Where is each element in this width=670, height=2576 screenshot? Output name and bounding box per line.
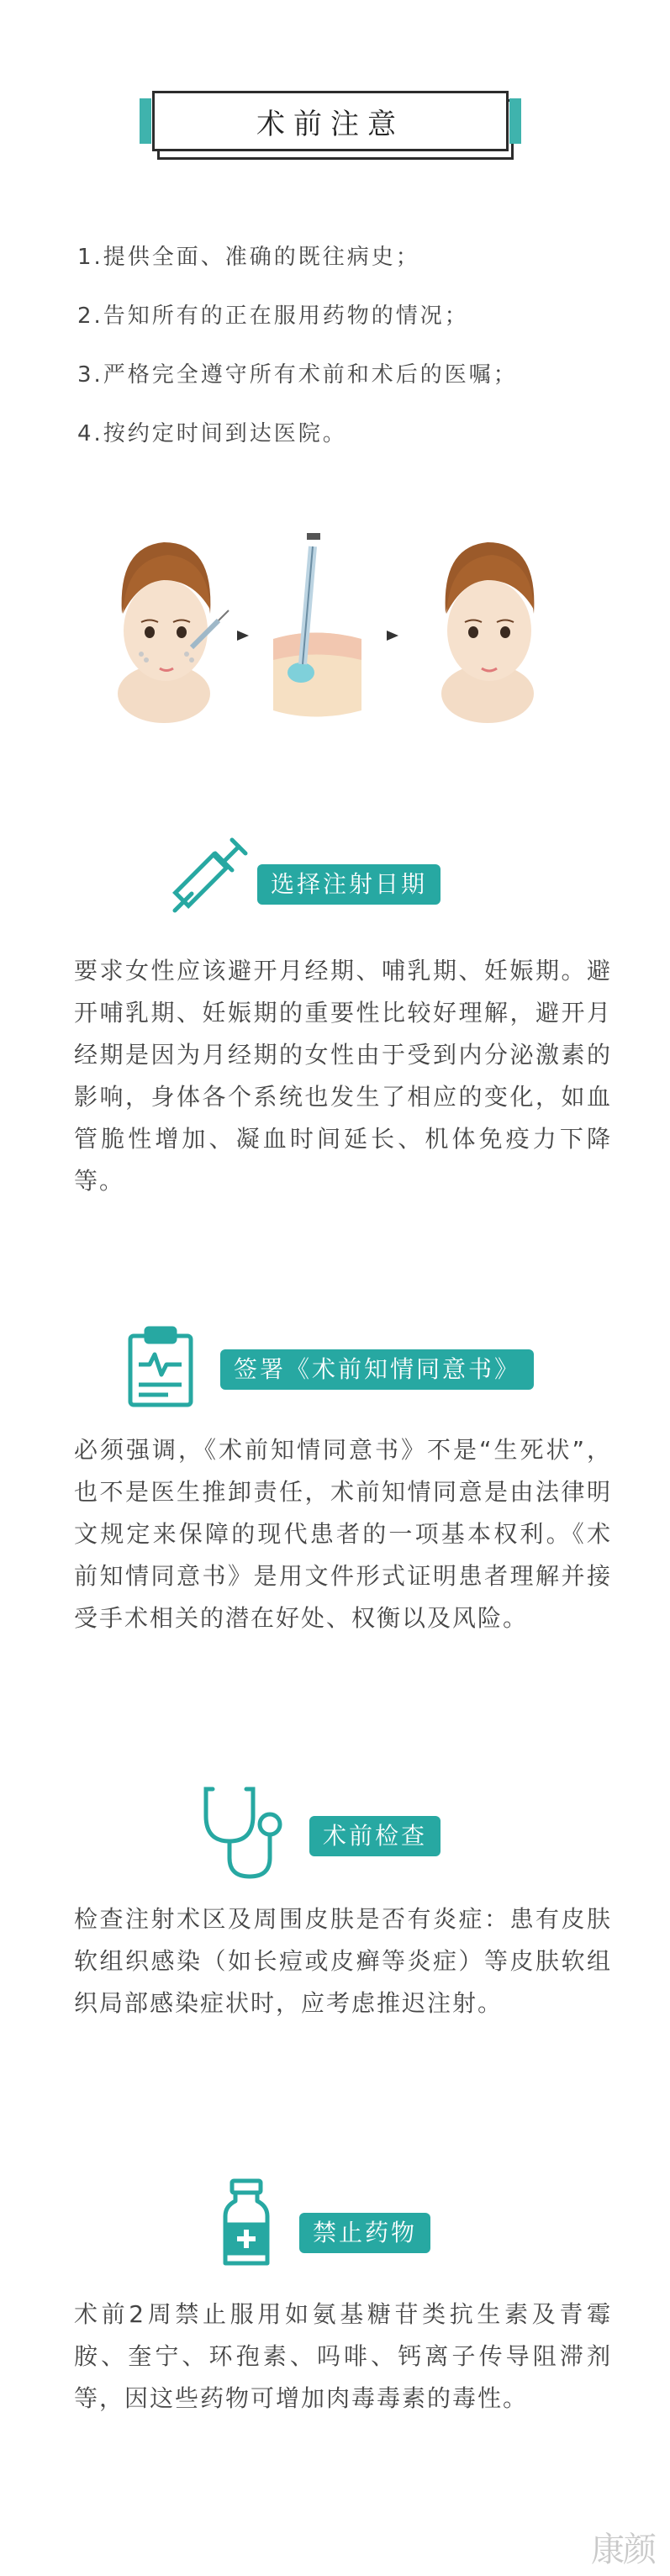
arrow-icon — [237, 631, 249, 641]
injection-illustration — [92, 521, 588, 740]
section-heading-injection-date: 选择注射日期 — [257, 864, 441, 905]
syringe-icon — [168, 828, 249, 917]
section-heading-consent-form: 签署《术前知情同意书》 — [220, 1349, 534, 1390]
medicine-bottle-icon — [220, 2177, 272, 2268]
note-item-4: 4.按约定时间到达医院。 — [77, 421, 347, 446]
skin-layer-illustration — [273, 533, 361, 717]
page-title: 术前注意 — [256, 107, 404, 141]
arrow-icon — [387, 631, 398, 641]
section-text-pre-op-exam: 检查注射术区及周围皮肤是否有炎症：患有皮肤软组织感染（如长痘或皮癣等炎症）等皮肤软组织局部感染症状时，应考虑推迟注射。 — [74, 1905, 612, 2017]
clipboard-icon — [126, 1324, 195, 1408]
note-item-1: 1.提供全面、准确的既往病史； — [77, 245, 420, 270]
section-heading-pre-op-exam: 术前检查 — [309, 1816, 441, 1856]
face-before-illustration — [118, 542, 229, 723]
title-banner-frame — [152, 91, 509, 151]
section-text-injection-date: 要求女性应该避开月经期、哺乳期、妊娠期。避开哺乳期、妊娠期的重要性比较好理解，避开月经期是因为月经期的女性由于受到内分泌激素的影响，身体各个系统也发生了相应的变化，如血管脆性增加、凝血时间延长、机体免疫力下降等。 — [74, 957, 612, 1195]
face-after-illustration — [441, 542, 534, 723]
stethoscope-icon — [198, 1782, 290, 1883]
title-banner — [152, 91, 514, 160]
note-item-2: 2.告知所有的正在服用药物的情况； — [77, 304, 469, 329]
section-text-consent-form: 必须强调，《术前知情同意书》不是“生死状”，也不是医生推卸责任，术前知情同意是由法律明文规定来保障的现代患者的一项基本权利。《术前知情同意书》是用文件形式证明患者理解并接受手术相关的潜在好处、权衡以及风险。 — [74, 1436, 612, 1632]
note-item-3: 3.严格完全遵守所有术前和术后的医嘱； — [77, 362, 518, 388]
section-heading-prohibited-drugs: 禁止药物 — [299, 2213, 430, 2253]
section-text-prohibited-drugs: 术前2周禁止服用如氨基糖苷类抗生素及青霉胺、奎宁、环孢素、吗啡、钙离子传导阻滞剂等，因这些药物可增加肉毒毒素的毒性。 — [74, 2300, 612, 2412]
watermark: 康颜 — [591, 2531, 655, 2569]
